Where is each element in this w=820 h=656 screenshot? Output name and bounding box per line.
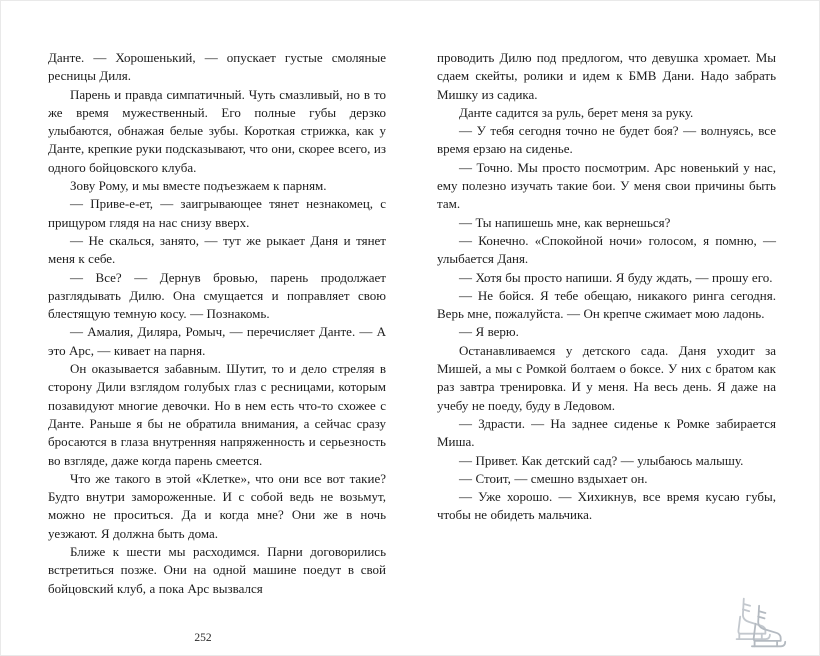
page-number: 252 <box>194 632 212 644</box>
paragraph: — Хотя бы просто напиши. Я буду ждать, — прошу его. <box>459 269 773 285</box>
paragraph: — Стоит, — смешно вздыхает он. <box>459 470 648 486</box>
paragraph: — Точно. Мы просто посмотрим. Арс новенький у нас, ему полезно изучать такие бои. У меня свои причины быть там. <box>437 159 776 212</box>
paragraph: Ближе к шести мы расходимся. Парни договорились встретиться позже. Они на одной машине поедут в свой бойцовский клуб, а пока Арс вызвался <box>48 544 386 596</box>
paragraph: Что же такого в этой «Клетке», что они все вот такие? Будто внутри замороженные. И с собой ведь не возьмут, можно не проситься. Да и когда мне? Они же в ночь уезжают. Я должна быть дома. <box>48 470 386 541</box>
paragraph: проводить Дилю под предлогом, что девушка хромает. Мы сдаем скейты, ролики и идем к БМВ Дани. Надо забрать Мишку из садика. <box>437 50 776 102</box>
paragraph: Данте садится за руль, берет меня за руку. <box>459 104 694 120</box>
paragraph: — Уже хорошо. — Хихикнув, все время кусаю губы, чтобы не обидеть мальчика. <box>437 489 776 523</box>
paragraph: — У тебя сегодня точно не будет боя? — волнуясь, все время ерзаю на сиденье. <box>437 123 776 157</box>
paragraph: — Ты напишешь мне, как вернешься? <box>459 214 671 230</box>
paragraph: — Приве-е-ет, — заигрывающее тянет незнакомец, с прищуром глядя на нас снизу вверх. <box>48 196 386 230</box>
paragraph: — Не бойся. Я тебе обещаю, никакого ринга сегодня. Верь мне, пожалуйста. — Он крепче сжимает мою ладонь. <box>437 287 776 322</box>
right-page-text <box>437 49 776 525</box>
paragraph: — Здрасти. — На заднее сиденье к Ромке забирается Миша. <box>437 415 776 450</box>
paragraph: Парень и правда симпатичный. Чуть смазливый, но в то же время мужественный. Его полные губы дерзко улыбаются, обнажая белые зубы. Короткая стрижка, как у Данте, крепкие руки подсказывают, что они, скорее всего, из одного бойцовского клуба. <box>48 86 386 175</box>
paragraph: — Конечно. «Спокойной ночи» голосом, я помню, — улыбается Даня. <box>437 232 776 267</box>
paragraph: — Амалия, Диляра, Ромыч, — перечисляет Данте. — А это Арс, — кивает на парня. <box>48 324 386 358</box>
paragraph: — Не скалься, занято, — тут же рыкает Даня и тянет меня к себе. <box>48 232 386 267</box>
paragraph: — Я верю. <box>459 324 519 340</box>
paragraph: Он оказывается забавным. Шутит, то и дело стреляя в сторону Дили взглядом голубых глаз с ресницами, которым позавидуют многие девочки. Но в нем есть что-то схожее с Данте. Раньше я бы не обратила внимания, а сейчас сразу бросаются в глаза внутренняя напряженность и серьезность во взгляде, даже когда парень смеется. <box>48 361 386 468</box>
paragraph: Данте. — Хорошенький, — опускает густые смоляные ресницы Диля. <box>48 50 386 84</box>
paragraph: — Все? — Дернув бровью, парень продолжает разглядывать Дилю. Она смущается и поправляет свою блестящую темную косу. — Познакомь. <box>48 269 386 322</box>
paragraph: Зову Рому, и мы вместе подъезжаем к парням. <box>70 178 327 194</box>
ice-skates-icon <box>731 595 789 649</box>
left-page-text <box>48 49 386 598</box>
paragraph: — Привет. Как детский сад? — улыбаюсь малышу. <box>459 452 744 468</box>
paragraph: Останавливаемся у детского сада. Даня уходит за Мишей, а мы с Ромкой болтаем о боксе. У них с братом как раз завтра тренировка. И у меня. На весь день. Я даже на учебу не поеду, буду в Ледовом. <box>437 342 776 413</box>
